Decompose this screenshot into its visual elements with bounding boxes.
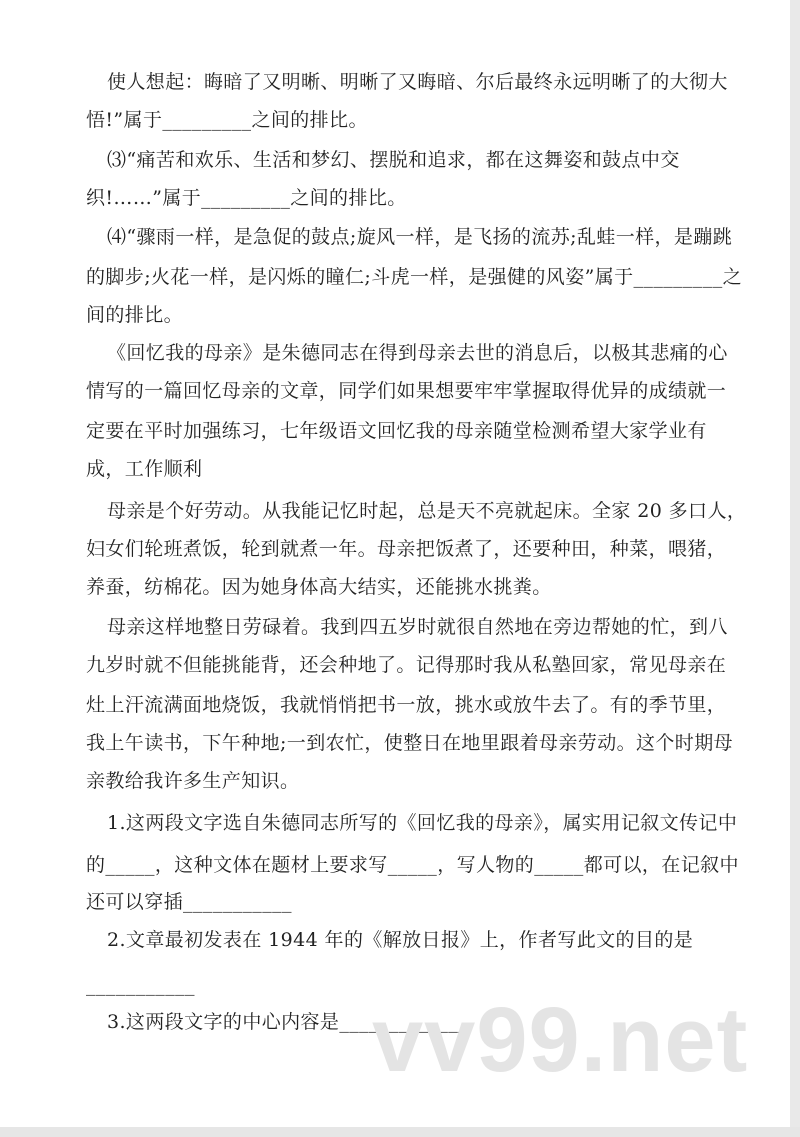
question-2-blank: ___________ [86,974,195,996]
question-2: 2.文章最初发表在 1944 年的《解放日报》上，作者写此文的目的是 [107,929,694,951]
watermark: vv99.net [372,989,749,1091]
text-line: 使人想起：晦暗了又明晰、明晰了又晦暗、尔后最终永远明晰了的大彻大 [107,71,728,93]
text-line: 定要在平时加强练习，七年级语文回忆我的母亲随堂检测希望大家学业有 [86,420,707,442]
text-line: 养蚕，纺棉花。因为她身体高大结实，还能挑水挑粪。 [86,576,552,598]
text-line: 亲教给我许多生产知识。 [86,770,300,792]
text-line: 悟!”属于_________之间的排比。 [86,109,368,131]
question-1-blanks: 的_____，这种文体在题材上要求写_____，写人物的_____都可以，在记叙中 [86,854,739,876]
text-line: 成，工作顺利 [86,458,203,480]
text-line: 灶上汗流满面地烧饭，我就悄悄把书一放，挑水或放牛去了。有的季节里， [86,694,727,716]
text-line: ⑷“骤雨一样，是急促的鼓点;旋风一样，是飞扬的流苏;乱蛙一样，是蹦跳 [107,226,733,248]
text-line: 《回忆我的母亲》是朱德同志在得到母亲去世的消息后，以极其悲痛的心 [107,342,728,364]
text-line: 的脚步;火花一样，是闪烁的瞳仁;斗虎一样，是强健的风姿”属于_________之 [86,266,743,288]
text-line: 我上午读书，下午种地;一到农忙，使整日在地里跟着母亲劳动。这个时期母 [86,732,734,754]
text-line: ⑶“痛苦和欢乐、生活和梦幻、摆脱和追求，都在这舞姿和鼓点中交 [107,149,680,171]
text-line: 九岁时就不但能挑能背，还会种地了。记得那时我从私塾回家，常见母亲在 [86,654,727,676]
page-edge [790,0,800,1137]
question-3: 3.这两段文字的中心内容是_____________ [107,1011,469,1033]
text-line: 妇女们轮班煮饭，轮到就煮一年。母亲把饭煮了，还要种田，种菜，喂猪， [86,538,727,560]
page-edge [0,1127,800,1137]
text-line: 织!……”属于_________之间的排比。 [86,187,407,209]
text-line: 母亲这样地整日劳碌着。我到四五岁时就很自然地在旁边帮她的忙，到八 [107,616,728,638]
question-1: 1.这两段文字选自朱德同志所写的《回忆我的母亲》，属实用记叙文传记中 [107,812,738,834]
text-line: 间的排比。 [86,304,184,326]
text-line: 情写的一篇回忆母亲的文章，同学们如果想要牢牢掌握取得优异的成绩就一 [86,380,727,402]
text-line: 母亲是个好劳动。从我能记忆时起，总是天不亮就起床。全家 20 多口人， [107,500,747,522]
question-1-blank: 还可以穿插___________ [86,891,292,913]
